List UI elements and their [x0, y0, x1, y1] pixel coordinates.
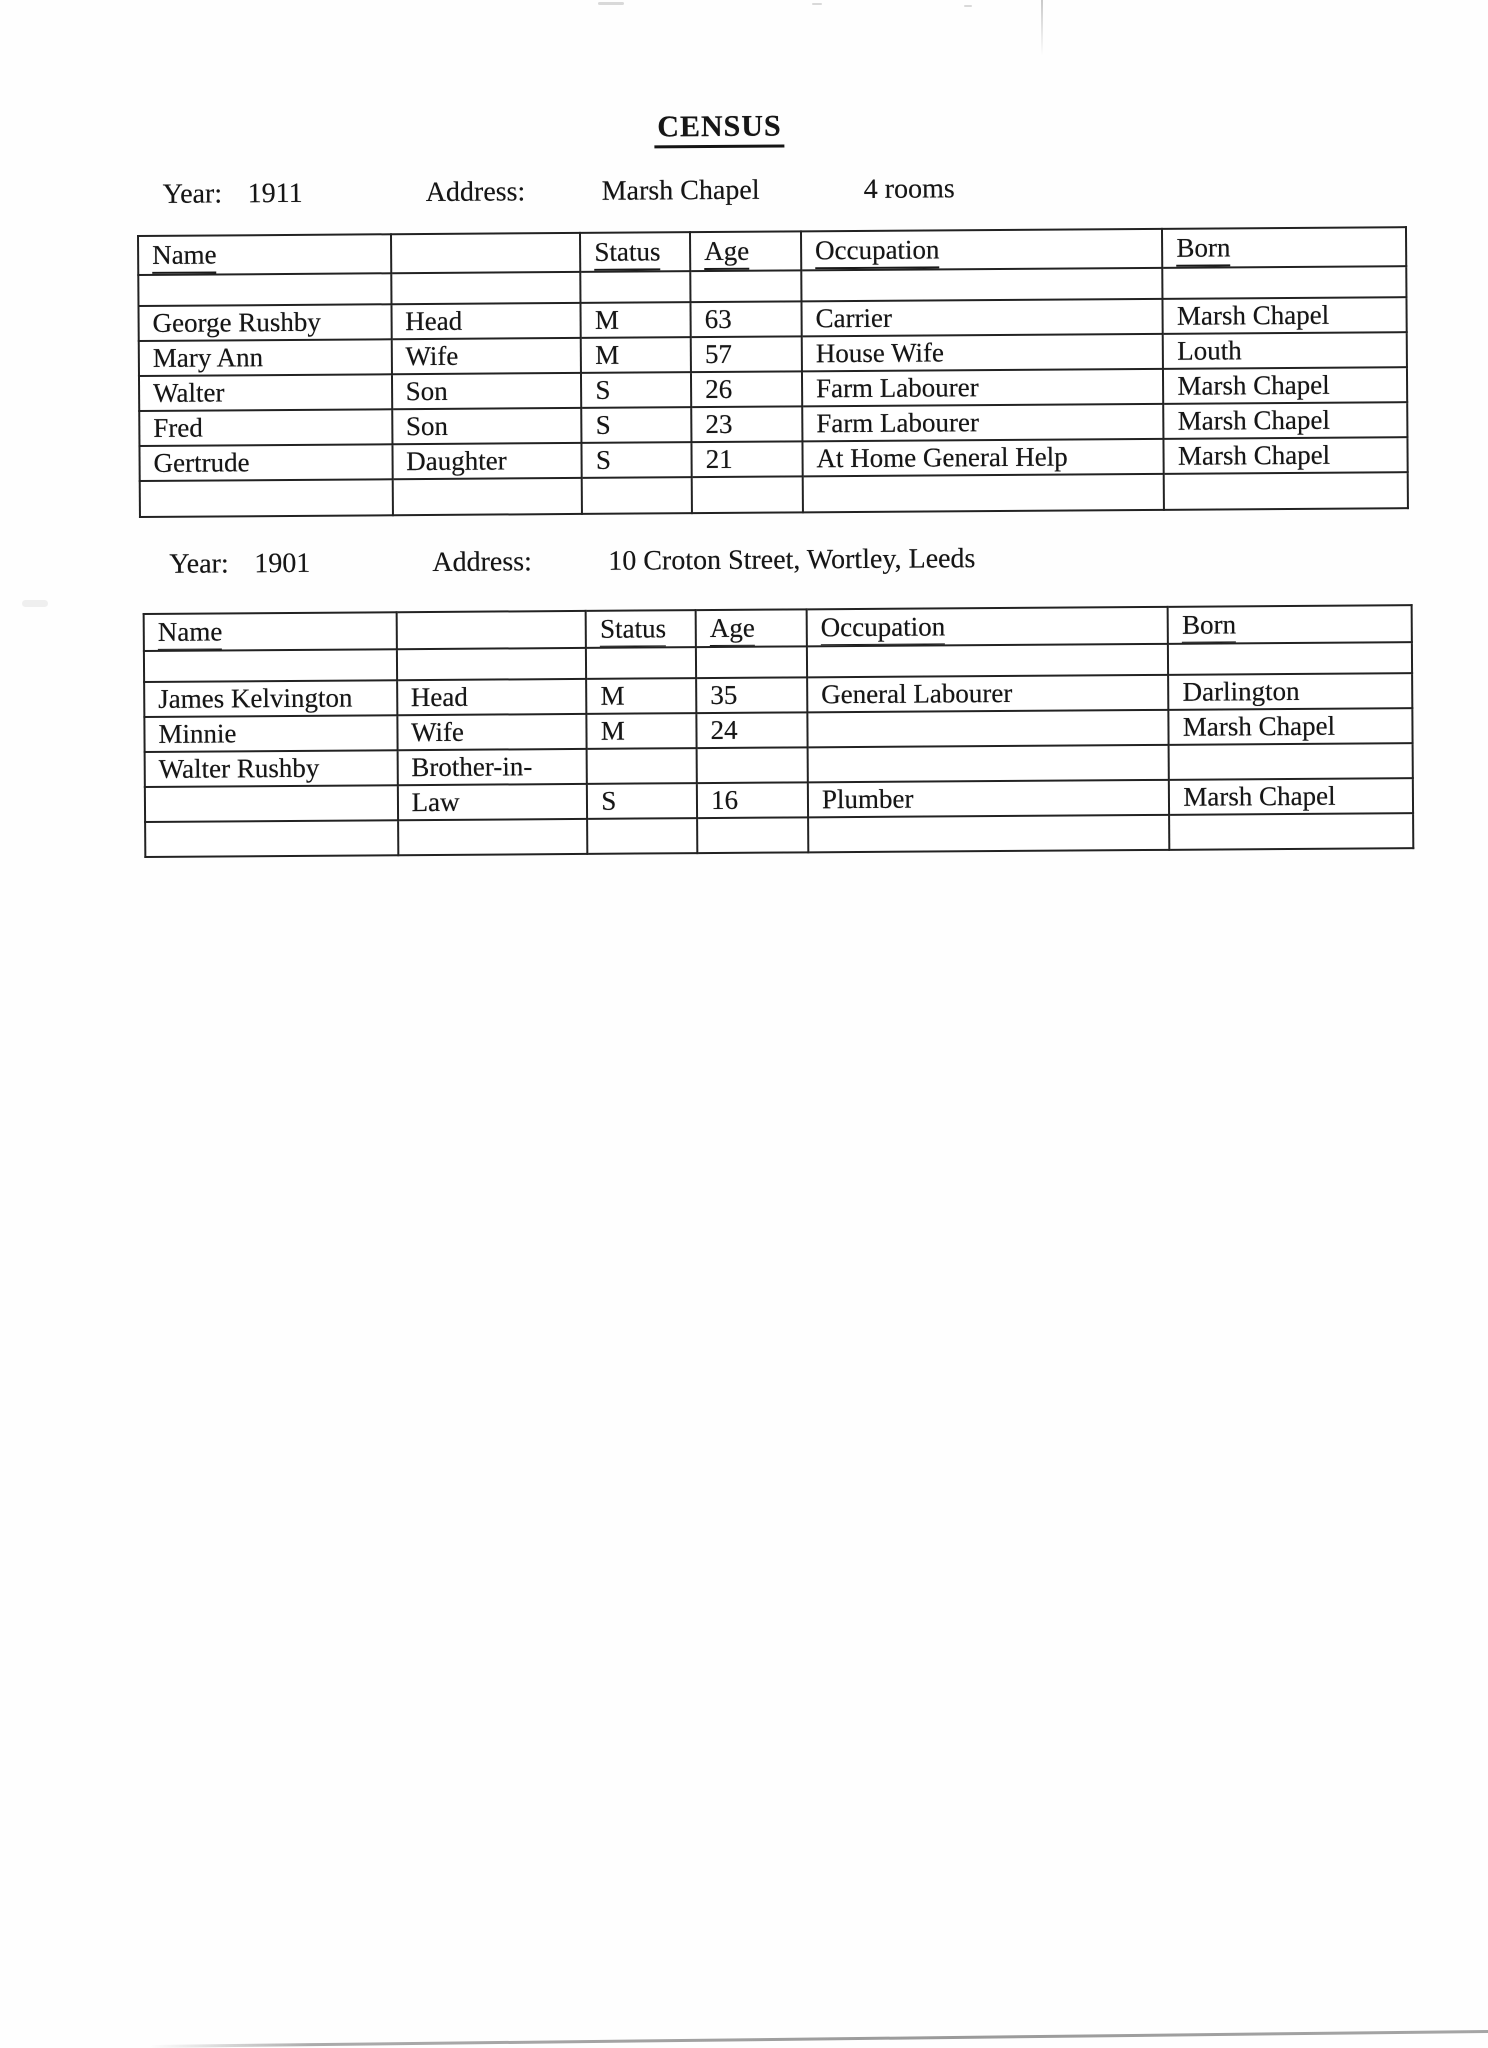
cell-text: S — [595, 444, 612, 475]
cell-text: 23 — [705, 408, 733, 440]
table-cell — [144, 715, 397, 752]
table-cell — [392, 373, 582, 409]
column-header-label: Occupation — [821, 611, 946, 646]
cell-text: 57 — [704, 338, 733, 370]
table-cell — [691, 336, 802, 372]
cell-text: Marsh Chapel — [1177, 404, 1330, 436]
table-cell — [802, 439, 1164, 477]
cell-text: Daughter — [406, 445, 507, 477]
cell-text: 24 — [710, 714, 738, 746]
cell-text: S — [595, 374, 611, 405]
column-header — [801, 229, 1163, 271]
table-cell — [398, 819, 588, 855]
table-cell — [581, 271, 691, 303]
address-label: Address: — [425, 176, 526, 209]
table-cell — [140, 479, 393, 517]
table-cell — [145, 750, 398, 787]
cell-text: Gertrude — [153, 447, 250, 478]
table-cell — [696, 712, 807, 748]
column-header — [1168, 605, 1412, 644]
table-cell — [1164, 437, 1408, 474]
year-value: 1901 — [254, 547, 311, 580]
table-cell — [1168, 673, 1412, 710]
cell-text: M — [595, 339, 620, 370]
cell-text: House Wife — [815, 337, 945, 369]
table-cell — [803, 474, 1165, 513]
column-header — [586, 610, 696, 648]
table-cell — [801, 299, 1163, 337]
scan-edge-line — [150, 2030, 1488, 2047]
column-header-label: Name — [158, 616, 223, 650]
cell-text: 16 — [710, 784, 739, 816]
column-header — [696, 609, 807, 647]
column-header-label: Status — [600, 613, 666, 647]
table-cell — [692, 476, 803, 513]
table-cell — [391, 272, 581, 304]
year-label: Year: — [162, 178, 223, 210]
cell-text: Marsh Chapel — [1177, 369, 1330, 401]
column-header — [807, 607, 1169, 647]
cell-text: James Kelvington — [158, 682, 353, 714]
table-cell — [697, 782, 808, 818]
table-cell — [1163, 332, 1407, 369]
table-cell — [697, 747, 808, 783]
table-cell — [139, 409, 392, 446]
cell-text: Walter Rushby — [158, 752, 320, 784]
table-cell — [587, 818, 697, 854]
cell-text: Son — [405, 410, 449, 442]
table-cell — [145, 785, 398, 822]
table-cell — [397, 749, 587, 785]
column-header-label: Name — [152, 239, 217, 273]
cell-text: Mary Ann — [152, 342, 264, 373]
cell-text: Son — [405, 375, 448, 407]
rooms-note: 4 rooms — [863, 173, 955, 205]
cell-text: Wife — [405, 340, 459, 372]
table-cell — [696, 677, 807, 713]
table-cell — [144, 680, 397, 717]
census-1901-meta-line — [2, 540, 1488, 584]
table-cell — [581, 372, 691, 408]
table-cell — [392, 443, 582, 479]
column-header-label: Age — [704, 236, 749, 270]
table-cell — [808, 780, 1170, 818]
cell-text: Wife — [410, 716, 465, 748]
cell-text: Louth — [1177, 335, 1242, 366]
table-cell — [1169, 743, 1413, 780]
table-cell — [802, 334, 1164, 372]
cell-text: S — [595, 409, 611, 440]
cell-text: Farm Labourer — [815, 372, 979, 404]
column-header — [580, 232, 690, 272]
column-header-label: Occupation — [815, 234, 940, 269]
cell-text: Law — [411, 786, 460, 818]
cell-text: Marsh Chapel — [1182, 710, 1336, 742]
cell-text: 35 — [710, 679, 738, 711]
cell-text: S — [601, 785, 617, 816]
column-header — [144, 612, 397, 651]
table-row — [145, 813, 1413, 857]
column-header-label: Born — [1176, 232, 1230, 266]
table-cell — [587, 783, 697, 819]
cell-text: M — [600, 680, 625, 711]
table-cell — [582, 442, 692, 478]
table-cell — [807, 644, 1169, 678]
table-cell — [808, 815, 1170, 853]
table-cell — [1163, 297, 1407, 334]
table-cell — [1164, 472, 1408, 510]
cell-text: Brother-in- — [411, 751, 533, 783]
table-cell — [696, 646, 807, 678]
table-cell — [1169, 778, 1413, 815]
cell-text: M — [600, 715, 625, 746]
column-header-label: Born — [1182, 609, 1236, 643]
address-value: 10 Croton Street, Wortley, Leeds — [608, 543, 976, 577]
table-cell — [397, 784, 587, 820]
cell-text: Walter — [152, 377, 225, 408]
table-cell — [391, 303, 581, 339]
cell-text: Farm Labourer — [816, 407, 980, 439]
table-cell — [692, 441, 803, 477]
table-cell — [1164, 402, 1408, 439]
table-cell — [801, 268, 1163, 302]
column-header — [1162, 227, 1406, 268]
column-header — [138, 234, 391, 275]
column-header — [396, 611, 586, 649]
cell-text: Darlington — [1182, 675, 1300, 707]
table-cell — [586, 678, 696, 714]
table-cell — [139, 339, 392, 376]
census-table-1911 — [137, 226, 1409, 518]
cell-text: George Rushby — [152, 306, 321, 338]
cell-text: M — [594, 304, 620, 335]
year-value: 1911 — [247, 177, 303, 210]
column-header-label: Age — [710, 613, 755, 647]
address-label: Address: — [432, 546, 532, 578]
table-cell — [807, 675, 1169, 713]
table-cell — [691, 301, 802, 337]
cell-text: 21 — [705, 443, 733, 475]
table-row — [140, 472, 1408, 517]
table-cell — [145, 820, 398, 857]
cell-text: Minnie — [158, 718, 237, 749]
cell-text: 26 — [705, 373, 733, 405]
cell-text: Plumber — [821, 783, 914, 815]
table-cell — [586, 647, 696, 679]
table-cell — [691, 371, 802, 407]
cell-text: Head — [410, 681, 468, 713]
table-cell — [582, 407, 692, 443]
table-cell — [582, 477, 692, 514]
cell-text: Marsh Chapel — [1176, 299, 1330, 331]
table-cell — [397, 679, 587, 715]
column-header — [690, 231, 801, 271]
table-cell — [581, 337, 691, 373]
table-cell — [690, 270, 801, 302]
table-cell — [1163, 367, 1407, 404]
table-cell — [139, 444, 392, 481]
cell-text: Fred — [153, 412, 203, 443]
cell-text: Marsh Chapel — [1183, 780, 1336, 812]
table-cell — [1168, 642, 1412, 675]
table-cell — [1169, 813, 1413, 850]
table-cell — [391, 338, 581, 374]
census-1911-meta-line — [0, 170, 1488, 214]
table-cell — [587, 713, 697, 749]
table-cell — [138, 273, 391, 306]
table-cell — [144, 649, 397, 682]
table-cell — [392, 478, 582, 515]
table-cell — [392, 408, 582, 444]
cell-text: Marsh Chapel — [1177, 439, 1331, 471]
table-cell — [1169, 708, 1413, 745]
table-cell — [807, 710, 1169, 748]
table-cell — [697, 817, 808, 853]
cell-text: Head — [405, 305, 463, 337]
table-cell — [691, 406, 802, 442]
table-cell — [397, 714, 587, 750]
table-cell — [808, 745, 1170, 783]
column-header — [391, 233, 581, 273]
table-cell — [802, 369, 1164, 407]
cell-text: General Labourer — [821, 677, 1013, 710]
cell-text: Carrier — [815, 302, 893, 334]
census-table-1901 — [143, 604, 1415, 858]
table-cell — [587, 748, 697, 784]
table-cell — [581, 302, 691, 338]
year-label: Year: — [169, 548, 229, 580]
cell-text: At Home General Help — [816, 441, 1068, 474]
table-cell — [1163, 266, 1407, 299]
column-header-label: Status — [594, 236, 660, 270]
address-value: Marsh Chapel — [601, 174, 760, 207]
page-title: CENSUS — [654, 109, 785, 148]
table-cell — [138, 304, 391, 341]
cell-text: 63 — [704, 303, 732, 335]
table-cell — [397, 648, 587, 680]
table-cell — [802, 404, 1164, 442]
table-cell — [139, 374, 392, 411]
